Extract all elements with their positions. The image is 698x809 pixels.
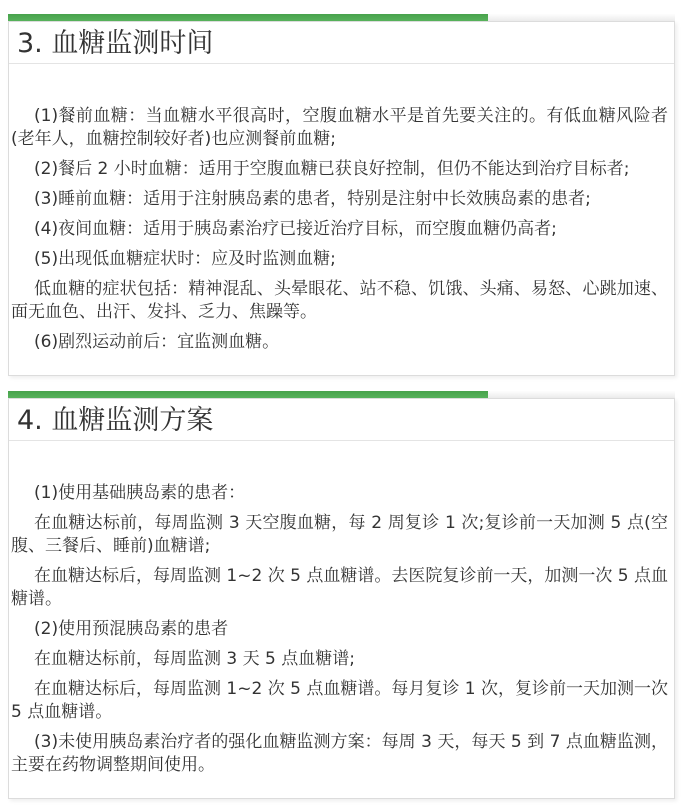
paragraph: 在血糖达标前，每周监测 3 天 5 点血糖谱; xyxy=(34,649,355,669)
section-card xyxy=(8,398,675,799)
paragraph: (2)餐后 2 小时血糖：适用于空腹血糖已获良好控制，但仍不能达到治疗目标者; xyxy=(34,159,630,179)
section-glucose-monitoring-plan xyxy=(8,391,675,799)
paragraph: (1)餐前血糖：当血糖水平很高时，空腹血糖水平是首先要关注的。有低血糖风险者(老年人，血糖控制较好者)也应测餐前血糖; xyxy=(11,106,668,149)
paragraph: (5)出现低血糖症状时：应及时监测血糖; xyxy=(34,249,336,269)
paragraph: (1)使用基础胰岛素的患者： xyxy=(34,483,246,503)
section-title: 3. 血糖监测时间 xyxy=(9,22,674,64)
paragraph: (3)睡前血糖：适用于注射胰岛素的患者，特别是注射中长效胰岛素的患者; xyxy=(34,189,591,209)
paragraph: 在血糖达标前，每周监测 3 天空腹血糖，每 2 周复诊 1 次;复诊前一天加测 5 点(空腹、三餐后、睡前)血糖谱; xyxy=(11,513,668,556)
paragraph: (2)使用预混胰岛素的患者 xyxy=(34,619,229,639)
paragraph: 在血糖达标后，每周监测 1~2 次 5 点血糖谱。每月复诊 1 次，复诊前一天加测一次 5 点血糖谱。 xyxy=(11,679,668,722)
section-body xyxy=(9,441,674,798)
green-accent-segment xyxy=(8,391,488,398)
paragraph: (6)剧烈运动前后：宜监测血糖。 xyxy=(34,332,280,352)
paragraph: 低血糖的症状包括：精神混乱、头晕眼花、站不稳、饥饿、头痛、易怒、心跳加速、面无血色、出汗、发抖、乏力、焦躁等。 xyxy=(11,279,668,322)
paragraph: (3)未使用胰岛素治疗者的强化血糖监测方案：每周 3 天，每天 5 到 7 点血糖监测，主要在药物调整期间使用。 xyxy=(11,732,668,775)
section-accent-bar xyxy=(8,391,675,398)
section-glucose-monitoring-time xyxy=(8,14,675,376)
paragraph: (4)夜间血糖：适用于胰岛素治疗已接近治疗目标，而空腹血糖仍高者; xyxy=(34,219,557,239)
section-card xyxy=(8,21,675,376)
paragraph: 在血糖达标后，每周监测 1~2 次 5 点血糖谱。去医院复诊前一天，加测一次 5 点血糖谱。 xyxy=(11,566,668,609)
section-body xyxy=(9,64,674,375)
green-accent-segment xyxy=(8,14,488,21)
section-title: 4. 血糖监测方案 xyxy=(9,399,674,441)
section-accent-bar xyxy=(8,14,675,21)
